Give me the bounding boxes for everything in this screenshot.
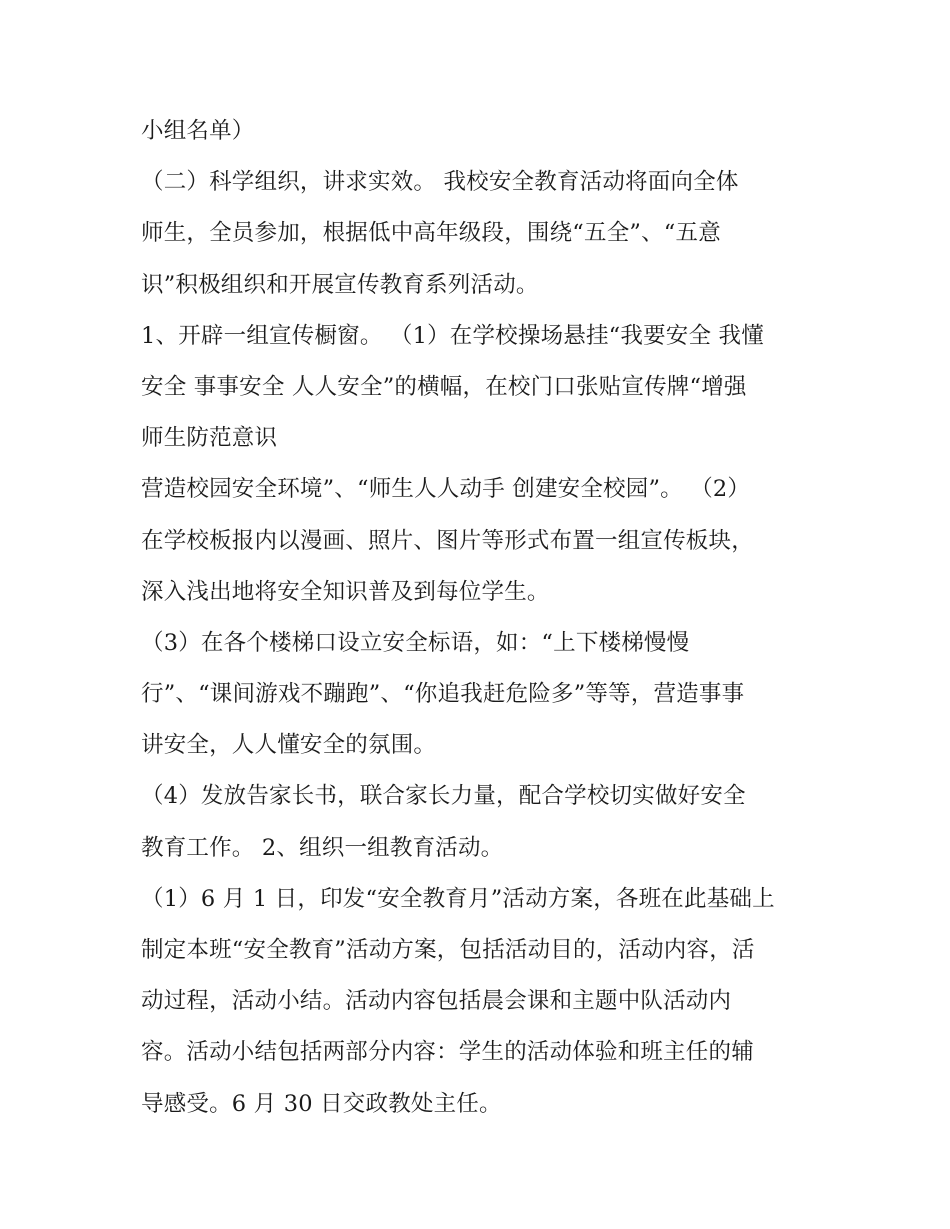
text-line: 讲安全，人人懂安全的氛围。 (141, 732, 437, 759)
text-line: 1、开辟一组宣传橱窗。 （1）在学校操场悬挂“我要安全 我懂 (141, 322, 764, 349)
text-line: （二）科学组织，讲求实效。 我校安全教育活动将面向全体 (141, 169, 739, 196)
text-line: 行”、“课间游戏不蹦跑”、“你追我赶危险多”等等，营造事事 (141, 681, 745, 708)
text-line: 深入浅出地将安全知识普及到每位学生。 (141, 578, 550, 605)
text-line: 安全 事事安全 人人安全”的横幅，在校门口张贴宣传牌“增强 (141, 373, 747, 400)
text-line: 识”积极组织和开展宣传教育系列活动。 (141, 271, 539, 298)
text-line: 师生防范意识 (141, 425, 278, 452)
text-line: 制定本班“安全教育”活动方案，包括活动目的，活动内容，活 (141, 937, 755, 963)
text-line: 导感受。6 月 30 日交政教处主任。 (141, 1090, 502, 1117)
text-line: 动过程，活动小结。活动内容包括晨会课和主题中队活动内 (141, 988, 732, 1015)
text-line: 营造校园安全环境”、“师生人人动手 创建安全校园”。 （2） (141, 476, 751, 503)
text-line: 在学校板报内以漫画、照片、图片等形式布置一组宣传板块， (141, 527, 754, 554)
text-line: 师生，全员参加，根据低中高年级段，围绕“五全”、“五意 (141, 220, 721, 247)
text-line: 小组名单） (141, 118, 255, 144)
text-line: （4）发放告家长书，联合家长力量，配合学校切实做好安全 (141, 783, 746, 810)
document-body (141, 106, 831, 1130)
text-line: 教育工作。 2、组织一组教育活动。 (141, 834, 504, 861)
text-line: （1）6 月 1 日，印发“安全教育月”活动方案，各班在此基础上 (141, 885, 775, 912)
text-line: 容。活动小结包括两部分内容：学生的活动体验和班主任的辅 (141, 1039, 754, 1066)
text-line: （3）在各个楼梯口设立安全标语，如：“上下楼梯慢慢 (141, 629, 690, 656)
